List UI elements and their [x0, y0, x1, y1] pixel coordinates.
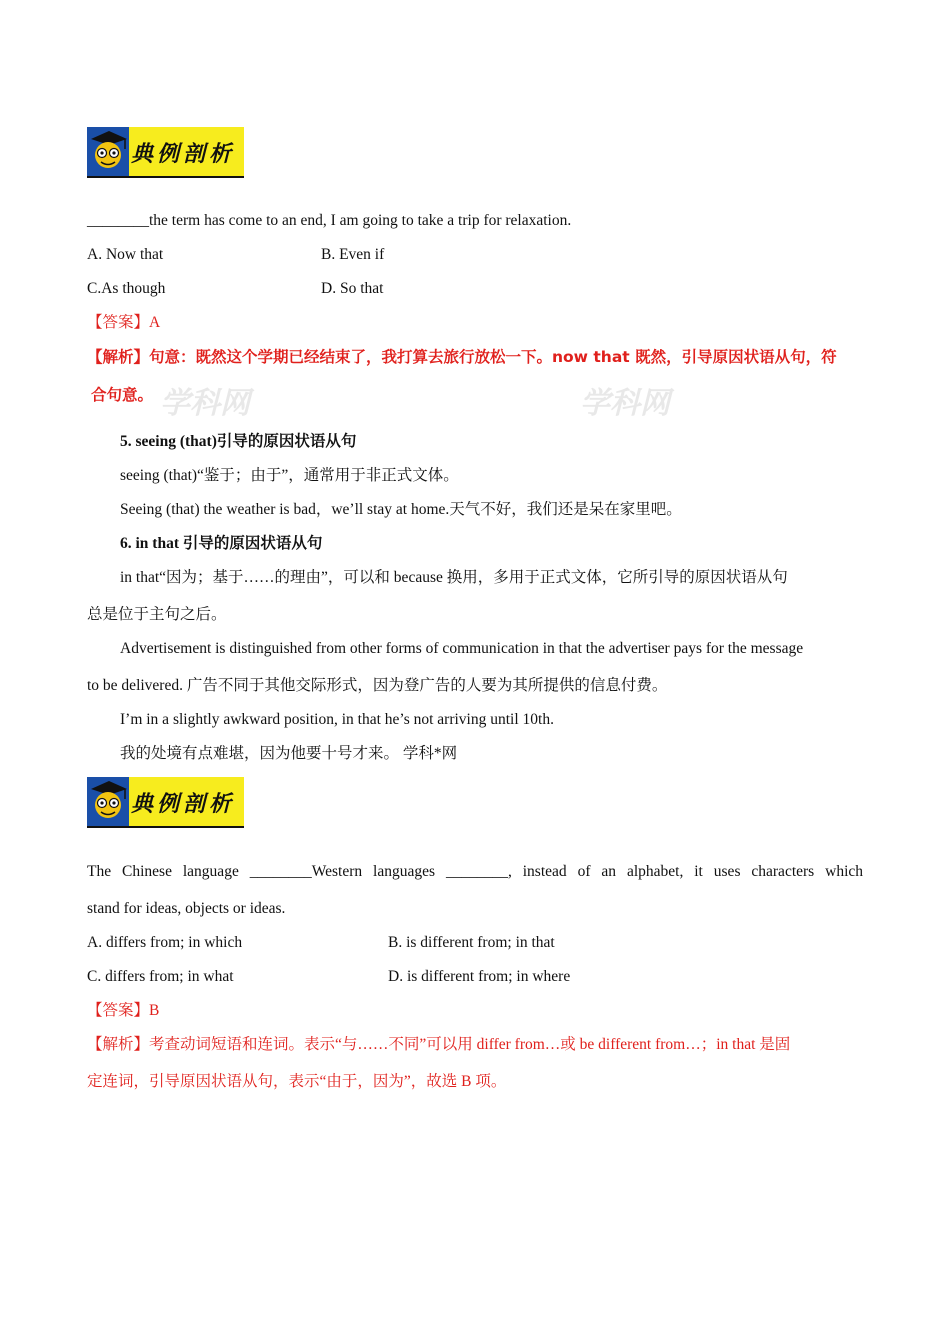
section-5-heading: 5. seeing (that)引导的原因状语从句: [120, 433, 357, 450]
analysis-2-line2: 定连词，引导原因状语从句，表示“由于，因为”，故选 B 项。: [87, 1073, 507, 1090]
option-c: C. differs from; in what: [87, 968, 234, 985]
section-5-example: Seeing (that) the weather is bad，we’ll stay at home.天气不好，我们还是呆在家里吧。: [120, 501, 682, 518]
question-2-line1: The Chinese language ________Western languages ________, instead of an alphabet, it uses characters which: [87, 863, 863, 880]
section-6-heading: 6. in that 引导的原因状语从句: [120, 535, 323, 552]
answer-1: 【答案】A: [87, 314, 161, 331]
banner-title: 典例剖析: [131, 792, 236, 817]
option-b: B. is different from; in that: [388, 934, 555, 951]
option-a: A. differs from; in which: [87, 934, 243, 951]
section-5-definition: seeing (that)“鉴于；由于”，通常用于非正式文体。: [120, 467, 459, 484]
option-c: C.As though: [87, 280, 166, 297]
watermark: 学科网: [580, 386, 670, 421]
banner-title: 典例剖析: [131, 142, 236, 167]
option-d: D. So that: [321, 280, 384, 297]
analysis-2-line1: 【解析】考查动词短语和连词。表示“与……不同”可以用 differ from…或 be different from…；in that 是固: [87, 1036, 791, 1053]
answer-2: 【答案】B: [87, 1002, 160, 1019]
analysis-1-line1: 【解析】句意：既然这个学期已经结束了，我打算去旅行放松一下。now that 既然，引导原因状语从句，符: [87, 348, 837, 366]
section-6-example2: I’m in a slightly awkward position, in that he’s not arriving until 10th.: [120, 711, 554, 728]
section-6-definition-line1: in that“因为；基于……的理由”，可以和 because 换用，多用于正式文体，它所引导的原因状语从句: [120, 569, 788, 586]
analysis-1-line2: 合句意。: [91, 386, 154, 404]
mascot-icon: [87, 777, 129, 826]
section-6-example2-translation: 我的处境有点难堪，因为他要十号才来。 学科*网: [120, 745, 458, 762]
option-a: A. Now that: [87, 246, 164, 263]
example-banner: [87, 777, 244, 829]
example-banner: [87, 127, 244, 179]
question-1: ________the term has come to an end, I am going to take a trip for relaxation.: [87, 212, 572, 229]
watermark: 学科网: [160, 386, 250, 421]
option-d: D. is different from; in where: [388, 968, 571, 985]
section-6-example1-line1: Advertisement is distinguished from other forms of communication in that the advertiser pays for the message: [120, 640, 804, 657]
section-6-definition-line2: 总是位于主句之后。: [87, 606, 227, 623]
option-b: B. Even if: [321, 246, 385, 263]
mascot-icon: [87, 127, 129, 176]
section-6-example1-line2: to be delivered. 广告不同于其他交际形式，因为登广告的人要为其所提供的信息付费。: [87, 677, 668, 694]
question-2-line2: stand for ideas, objects or ideas.: [87, 900, 286, 917]
